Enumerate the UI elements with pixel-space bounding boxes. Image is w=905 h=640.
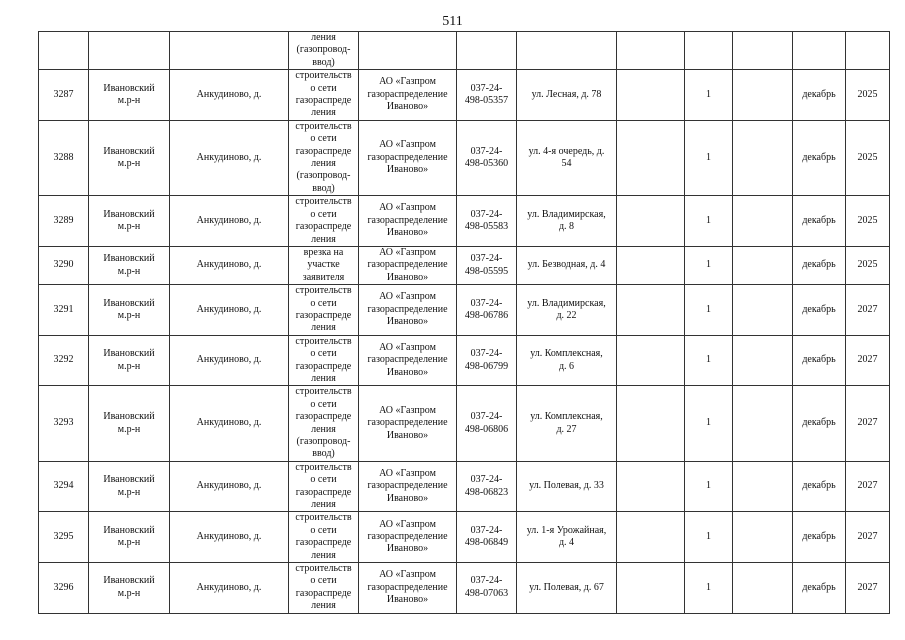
cell-line: 498-06823 [464,486,509,498]
year-cell [846,32,890,70]
extra-cell-2 [733,285,793,336]
cell-line: газораспределение [367,259,448,271]
cell-line: Иваново» [386,366,429,378]
year-cell: 2027 [846,461,890,512]
table-row [39,335,890,386]
cell-line: 498-06849 [464,537,509,549]
month-cell: декабрь [793,120,846,195]
extra-cell-2 [733,70,793,121]
cell-line: 037-24- [470,411,503,423]
row-number-cell: 3292 [39,335,89,386]
district-cell [89,196,170,247]
year-cell: 2027 [846,335,890,386]
cell-line: газораспреде [295,221,352,233]
month-cell: декабрь [793,70,846,121]
district-cell [89,335,170,386]
code-cell [457,563,517,614]
cell-line: 037-24- [470,575,503,587]
cell-line: врезка на [303,246,344,258]
cell-line: газораспреде [295,360,352,372]
table-row [39,386,890,461]
cell-line: АО «Газпром [379,202,436,214]
count-cell: 1 [685,386,733,461]
cell-line: м.р-н [117,587,141,599]
month-cell: декабрь [793,196,846,247]
locality-cell: Анкудиново, д. [170,120,289,195]
extra-cell [617,246,685,284]
address-cell [517,512,617,563]
cell-line: ления [311,32,336,43]
organization-cell [359,563,457,614]
cell-line: ул. 1-я Урожайная, [526,524,607,536]
extra-cell-2 [733,246,793,284]
extra-cell [617,70,685,121]
cell-line: о сети [310,575,337,587]
month-cell [793,32,846,70]
cell-line: д. 4 [558,537,575,549]
cell-line: газораспределение [367,88,448,100]
cell-line: газораспределение [367,581,448,593]
count-cell: 1 [685,563,733,614]
cell-line: газораспреде [295,145,352,157]
address-cell [517,246,617,284]
cell-line: м.р-н [117,265,141,277]
cell-line: строительств [295,386,352,398]
district-cell [89,32,170,70]
organization-cell [359,120,457,195]
address-cell [517,120,617,195]
code-cell [457,120,517,195]
cell-line: газораспреде [295,95,352,107]
cell-line: строительств [295,196,352,208]
cell-line: 037-24- [470,82,503,94]
cell-line: Ивановский [103,524,155,536]
cell-line: газораспреде [295,537,352,549]
cell-line: м.р-н [117,158,141,170]
code-cell [457,196,517,247]
extra-cell [617,196,685,247]
cell-line: строительств [295,461,352,473]
row-number-cell: 3293 [39,386,89,461]
cell-line: газораспределение [367,303,448,315]
locality-cell: Анкудиново, д. [170,70,289,121]
code-cell [457,246,517,284]
locality-cell: Анкудиново, д. [170,386,289,461]
cell-line: ления [311,158,336,170]
row-number-cell: 3291 [39,285,89,336]
cell-line: о сети [310,82,337,94]
district-cell [89,70,170,121]
cell-line: Ивановский [103,348,155,360]
extra-cell [617,335,685,386]
cell-line: 037-24- [470,348,503,360]
address-cell [517,32,617,70]
organization-cell [359,246,457,284]
month-cell: декабрь [793,246,846,284]
cell-line: газораспреде [295,587,352,599]
locality-cell [170,32,289,70]
cell-line: о сети [310,208,337,220]
work-type-cell [289,196,359,247]
cell-line: ления [311,600,336,612]
cell-line: газораспреде [295,411,352,423]
cell-line: ул. Комплексная, [530,411,603,423]
cell-line: ления [311,423,336,435]
organization-cell [359,70,457,121]
extra-cell-2 [733,512,793,563]
cell-line: газораспреде [295,486,352,498]
cell-line: АО «Газпром [379,468,436,480]
cell-line: ул. Полевая, д. 67 [529,581,604,593]
cell-line: АО «Газпром [379,404,436,416]
locality-cell: Анкудиново, д. [170,461,289,512]
cell-line: м.р-н [117,309,141,321]
page-number: 511 [442,14,463,29]
row-number-cell: 3294 [39,461,89,512]
locality-cell: Анкудиново, д. [170,563,289,614]
cell-line: АО «Газпром [379,291,436,303]
cell-line: 498-06786 [464,309,509,321]
cell-line: о сети [310,133,337,145]
address-cell [517,461,617,512]
cell-line: м.р-н [117,360,141,372]
code-cell [457,285,517,336]
locality-cell: Анкудиново, д. [170,285,289,336]
cell-line: 498-07063 [464,587,509,599]
cell-line: Иваново» [386,227,429,239]
cell-line: 037-24- [470,208,503,220]
count-cell: 1 [685,196,733,247]
cell-line: газораспределение [367,531,448,543]
code-cell [457,70,517,121]
count-cell: 1 [685,461,733,512]
cell-line: строительств [295,512,352,524]
district-cell [89,246,170,284]
cell-line: 498-05360 [464,158,509,170]
code-cell [457,32,517,70]
cell-line: ления [311,549,336,561]
extra-cell [617,120,685,195]
cell-line: о сети [310,474,337,486]
month-cell: декабрь [793,335,846,386]
registry-table [38,31,890,614]
cell-line: ул. Лесная, д. 78 [531,88,602,100]
cell-line: Иваново» [386,429,429,441]
cell-line: строительств [295,285,352,297]
cell-line: Иваново» [386,492,429,504]
table-row [39,196,890,247]
cell-line: Иваново» [386,316,429,328]
table-row [39,512,890,563]
extra-cell [617,512,685,563]
organization-cell [359,386,457,461]
cell-line: о сети [310,524,337,536]
month-cell: декабрь [793,563,846,614]
count-cell: 1 [685,512,733,563]
row-number-cell: 3296 [39,563,89,614]
extra-cell-2 [733,386,793,461]
cell-line: Ивановский [103,474,155,486]
extra-cell [617,285,685,336]
year-cell: 2025 [846,70,890,121]
address-cell [517,70,617,121]
cell-line: м.р-н [117,537,141,549]
organization-cell [359,196,457,247]
row-number-cell: 3287 [39,70,89,121]
work-type-cell [289,32,359,70]
cell-line: ул. 4-я очередь, д. [528,145,605,157]
count-cell: 1 [685,285,733,336]
count-cell: 1 [685,120,733,195]
organization-cell [359,512,457,563]
locality-cell: Анкудиново, д. [170,246,289,284]
year-cell: 2027 [846,285,890,336]
count-cell: 1 [685,70,733,121]
row-number-cell [39,32,89,70]
work-type-cell [289,246,359,284]
cell-line: Ивановский [103,208,155,220]
extra-cell-2 [733,335,793,386]
count-cell: 1 [685,335,733,386]
year-cell: 2027 [846,563,890,614]
year-cell: 2025 [846,246,890,284]
table-row [39,461,890,512]
cell-line: ул. Комплексная, [530,348,603,360]
month-cell: декабрь [793,512,846,563]
cell-line: м.р-н [117,486,141,498]
cell-line: Ивановский [103,575,155,587]
cell-line: АО «Газпром [379,246,436,258]
cell-line: газораспреде [295,309,352,321]
cell-line: (газопровод- [296,170,351,182]
table-row [39,70,890,121]
month-cell: декабрь [793,386,846,461]
extra-cell-2 [733,563,793,614]
cell-line: Ивановский [103,297,155,309]
cell-line: Ивановский [103,411,155,423]
year-cell: 2025 [846,120,890,195]
cell-line: Иваново» [386,271,429,283]
cell-line: о сети [310,348,337,360]
extra-cell-2 [733,32,793,70]
cell-line: заявителя [302,271,345,283]
district-cell [89,386,170,461]
organization-cell [359,335,457,386]
cell-line: м.р-н [117,221,141,233]
address-cell [517,335,617,386]
code-cell [457,335,517,386]
work-type-cell [289,70,359,121]
year-cell: 2027 [846,512,890,563]
locality-cell: Анкудиново, д. [170,512,289,563]
district-cell [89,285,170,336]
district-cell [89,120,170,195]
table-row [39,563,890,614]
cell-line: строительств [295,70,352,82]
cell-line: м.р-н [117,423,141,435]
year-cell: 2025 [846,196,890,247]
cell-line: ул. Полевая, д. 33 [529,480,604,492]
cell-line: Ивановский [103,253,155,265]
extra-cell [617,32,685,70]
cell-line: ления [311,322,336,334]
table-row [39,120,890,195]
month-cell: декабрь [793,285,846,336]
organization-cell [359,461,457,512]
table-row [39,285,890,336]
cell-line: Ивановский [103,82,155,94]
row-number-cell: 3290 [39,246,89,284]
count-cell [685,32,733,70]
work-type-cell [289,120,359,195]
cell-line: д. 8 [558,221,575,233]
cell-line: ул. Владимирская, [527,297,606,309]
cell-line: газораспределение [367,214,448,226]
cell-line: участке [307,259,340,271]
cell-line: 037-24- [470,474,503,486]
cell-line: ления [311,233,336,245]
cell-line: строительств [295,335,352,347]
extra-cell [617,461,685,512]
cell-line: ления [311,372,336,384]
cell-line: ввод) [312,56,335,68]
address-cell [517,196,617,247]
cell-line: Иваново» [386,543,429,555]
work-type-cell [289,563,359,614]
work-type-cell [289,335,359,386]
count-cell: 1 [685,246,733,284]
cell-line: д. 27 [556,423,577,435]
address-cell [517,285,617,336]
cell-line: ул. Владимирская, [527,208,606,220]
locality-cell: Анкудиново, д. [170,335,289,386]
cell-line: 037-24- [470,297,503,309]
cell-line: 498-05583 [464,221,509,233]
cell-line: АО «Газпром [379,569,436,581]
cell-line: ления [311,499,336,511]
cell-line: 54 [561,158,572,170]
cell-line: 498-06799 [464,360,509,372]
table-body [39,32,890,614]
table-row-continuation [39,32,890,70]
organization-cell [359,285,457,336]
cell-line: ул. Безводная, д. 4 [527,259,606,271]
cell-line: ления [311,107,336,119]
work-type-cell [289,461,359,512]
cell-line: о сети [310,297,337,309]
cell-line: 498-05595 [464,265,509,277]
cell-line: газораспределение [367,417,448,429]
code-cell [457,461,517,512]
cell-line: 037-24- [470,145,503,157]
cell-line: АО «Газпром [379,76,436,88]
cell-line: строительств [295,563,352,575]
cell-line: 498-05357 [464,95,509,107]
cell-line: 037-24- [470,253,503,265]
cell-line: газораспределение [367,480,448,492]
district-cell [89,461,170,512]
cell-line: газораспределение [367,354,448,366]
cell-line: 498-06806 [464,423,509,435]
cell-line: газораспределение [367,151,448,163]
cell-line: ввод) [312,448,335,460]
cell-line: м.р-н [117,95,141,107]
cell-line: (газопровод- [296,436,351,447]
row-number-cell: 3289 [39,196,89,247]
extra-cell [617,386,685,461]
cell-line: Иваново» [386,101,429,113]
code-cell [457,386,517,461]
locality-cell: Анкудиново, д. [170,196,289,247]
district-cell [89,512,170,563]
cell-line: Ивановский [103,145,155,157]
row-number-cell: 3288 [39,120,89,195]
cell-line: о сети [310,398,337,410]
cell-line: 037-24- [470,524,503,536]
cell-line: (газопровод- [296,44,351,56]
cell-line: д. 6 [558,360,575,372]
cell-line: Иваново» [386,594,429,606]
code-cell [457,512,517,563]
cell-line: АО «Газпром [379,139,436,151]
cell-line: Иваново» [386,164,429,176]
cell-line: д. 22 [556,309,577,321]
extra-cell-2 [733,461,793,512]
table-row [39,246,890,284]
work-type-cell [289,285,359,336]
work-type-cell [289,386,359,461]
organization-cell [359,32,457,70]
cell-line: строительств [295,120,352,132]
work-type-cell [289,512,359,563]
cell-line: ввод) [312,182,335,194]
row-number-cell: 3295 [39,512,89,563]
address-cell [517,386,617,461]
year-cell: 2027 [846,386,890,461]
month-cell: декабрь [793,461,846,512]
cell-line: АО «Газпром [379,341,436,353]
address-cell [517,563,617,614]
extra-cell-2 [733,120,793,195]
extra-cell-2 [733,196,793,247]
extra-cell [617,563,685,614]
cell-line: АО «Газпром [379,518,436,530]
district-cell [89,563,170,614]
